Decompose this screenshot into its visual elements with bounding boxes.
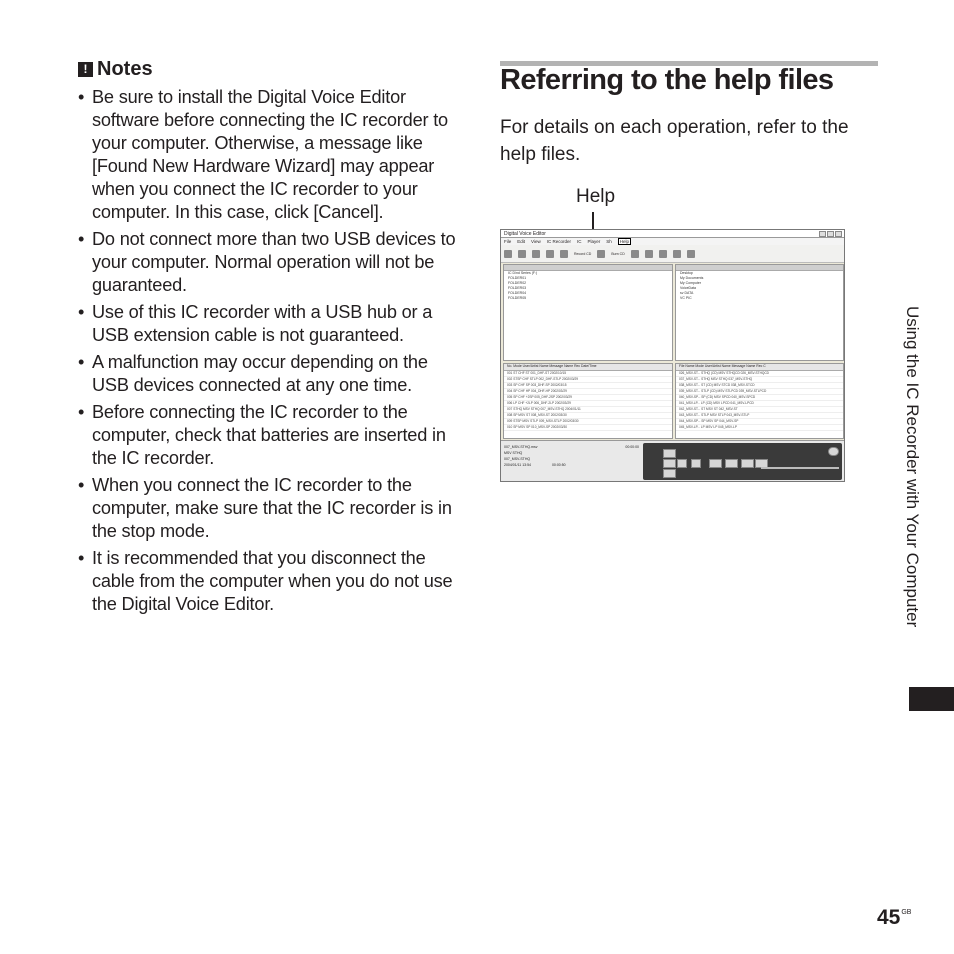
- table-row[interactable]: 041_MSV-LP... LP (CD) MSV LPCD 041_MSV-LPCD: [676, 401, 843, 407]
- close-icon[interactable]: [835, 231, 842, 237]
- app-screenshot: [500, 229, 845, 482]
- noise-cut-button[interactable]: [725, 459, 738, 468]
- list-header: No. Mode User/Artist Name Message Name Rec Date/Time: [504, 364, 672, 371]
- table-row[interactable]: 008 SP MSV ST 008_MSV-ST 2002/03/30: [504, 413, 672, 419]
- notes-icon: !: [78, 62, 93, 77]
- tree-item[interactable]: Desktop: [680, 271, 693, 275]
- tree-item[interactable]: FOLDER03: [508, 286, 527, 290]
- note-item: • It is recommended that you disconnect the cable from the computer when you do not use the Digital Voice Editor.: [78, 547, 456, 616]
- app-titlebar: [501, 230, 844, 238]
- player-user: MSV STHQ: [504, 451, 523, 455]
- menu-edit[interactable]: Edit: [517, 239, 526, 244]
- app-toolbar: [501, 245, 844, 263]
- page-number-suffix: GB: [901, 909, 912, 916]
- player-time: 00:00:00: [625, 445, 639, 449]
- menu-player[interactable]: Player: [587, 239, 601, 244]
- table-row[interactable]: 004 SP CHF HP 004_DHF-HP 2002/03/29: [504, 389, 672, 395]
- note-item: • A malfunction may occur depending on the USB devices connected at any one time.: [78, 351, 456, 397]
- volume-button[interactable]: [663, 449, 676, 458]
- left-file-list[interactable]: [503, 363, 673, 439]
- table-row[interactable]: 044_MSV-SP... SP MSV SP 044_MSV-SP: [676, 419, 843, 425]
- record-cd-label: Record CD: [574, 251, 592, 256]
- note-item: • Be sure to install the Digital Voice Editor software before connecting the IC recorder to your computer. Otherwise, a message like [Found New Hardware Wizard] may appear when you connect the IC recorder to your computer. In this case, click [Cancel].: [78, 86, 456, 224]
- tree-item[interactable]: FOLDER05: [508, 296, 527, 300]
- tree-item[interactable]: sv DATA: [680, 291, 694, 295]
- burn-cd-icon[interactable]: [597, 250, 605, 258]
- menu-help[interactable]: Help: [619, 239, 630, 244]
- table-row[interactable]: 005 SP CHF +2SP 005_DHF-2SP 2002/03/29: [504, 395, 672, 401]
- list-header: File Name Mode User/Artist Name Message Name Rec C: [676, 364, 843, 371]
- table-row[interactable]: 042_MSV-ST... ST MSV ST 042_MSV-ST: [676, 407, 843, 413]
- help-callout-label: Help: [576, 186, 616, 207]
- note-item: • Do not connect more than two USB devices to your computer. Normal operation will not be guaranteed.: [78, 228, 456, 297]
- burn-cd-label: Burn CD: [611, 251, 625, 256]
- page-number: [877, 906, 911, 930]
- notes-heading: [78, 58, 153, 81]
- toolbar-icon[interactable]: [687, 250, 695, 258]
- menu-file[interactable]: File: [504, 239, 512, 244]
- tree-item[interactable]: IC D/nd Series (F:): [508, 271, 538, 275]
- table-row[interactable]: 037_MSV-ST... STHQ MSV STHQ 037_MSV-STHQ: [676, 377, 843, 383]
- toolbar-icon[interactable]: [518, 250, 526, 258]
- player-controls: [643, 443, 842, 480]
- toolbar-icon[interactable]: [645, 250, 653, 258]
- notes-list: [78, 86, 456, 620]
- left-tree-pane[interactable]: [503, 264, 673, 361]
- rewind-button[interactable]: [663, 459, 676, 468]
- tree-item[interactable]: VC PIC: [680, 296, 692, 300]
- note-item: • When you connect the IC recorder to the computer, make sure that the IC recorder is in the stop mode.: [78, 474, 456, 543]
- app-menubar: [501, 238, 844, 245]
- prev-button[interactable]: [663, 469, 676, 478]
- section-title: Referring to the help files: [500, 64, 834, 96]
- speed-button[interactable]: [709, 459, 722, 468]
- table-row[interactable]: 038_MSV-ST... ST (CD) MSV STCD 038_MSV-STCD: [676, 383, 843, 389]
- notes-heading-text: Notes: [97, 58, 153, 80]
- player-date: 2004/01/11 13:54: [504, 463, 531, 467]
- right-tree-pane[interactable]: [675, 264, 844, 361]
- table-row[interactable]: 001 ST CHF ST 001_DHF-ST 2002/10/15: [504, 371, 672, 377]
- record-cd-icon[interactable]: [560, 250, 568, 258]
- play-button[interactable]: [691, 459, 701, 468]
- table-row[interactable]: 006 LP CHF +2LP 006_DHF-2LP 2002/03/29: [504, 401, 672, 407]
- app-title: Digital Voice Editor: [504, 231, 546, 237]
- chapter-tab: [909, 687, 954, 711]
- position-slider[interactable]: [761, 467, 839, 469]
- page-number-value: 45: [877, 906, 901, 929]
- player-bar: [501, 440, 844, 482]
- tree-item[interactable]: VoiceData: [680, 286, 696, 290]
- table-row[interactable]: 002 STSP CHF STLP 002_DHF-STLP 2002/03/29: [504, 377, 672, 383]
- table-row[interactable]: 003 SP CHF SP 003_DHF-SP 2002/03/15: [504, 383, 672, 389]
- tree-item[interactable]: My Computer: [680, 281, 702, 285]
- menu-view[interactable]: View: [531, 239, 541, 244]
- tree-item[interactable]: FOLDER02: [508, 281, 527, 285]
- stop-button[interactable]: [677, 459, 687, 468]
- menu-ic[interactable]: IC: [576, 239, 582, 244]
- player-length: 00:00:50: [551, 463, 566, 467]
- minimize-icon[interactable]: [819, 231, 826, 237]
- table-row[interactable]: 010 SP MSV SP 010_MSV-SP 2002/03/30: [504, 425, 672, 431]
- toolbar-icon[interactable]: [673, 250, 681, 258]
- fast-forward-button[interactable]: [741, 459, 754, 468]
- table-row[interactable]: 043_MSV-ST... STLP MSV STLP 043_MSV-STLP: [676, 413, 843, 419]
- player-info: [504, 444, 639, 468]
- tree-item[interactable]: FOLDER04: [508, 291, 527, 295]
- table-row[interactable]: 026_MSV-ST... STHQ (CD) MSV STHQCD 026_MSV-STHQCD: [676, 371, 843, 377]
- tree-item[interactable]: My Documents: [680, 276, 704, 280]
- chapter-side-text: Using the IC Recorder with Your Computer: [903, 306, 922, 628]
- help-round-button[interactable]: [828, 447, 839, 456]
- right-file-list[interactable]: [675, 363, 844, 439]
- table-row[interactable]: 040_MSV-SP... SP (CD) MSV SPCD 040_MSV-SPCD: [676, 395, 843, 401]
- table-row[interactable]: 007 STHQ MSV STHQ 007_MSV-STHQ 2004/01/11: [504, 407, 672, 413]
- toolbar-icon[interactable]: [504, 250, 512, 258]
- table-row[interactable]: 009 STSP MSV STLP 009_MSV-STLP 2002/03/30: [504, 419, 672, 425]
- tree-item[interactable]: FOLDER01: [508, 276, 527, 280]
- chapter-side-title: [894, 306, 934, 676]
- section-intro: For details on each operation, refer to the help files.: [500, 117, 849, 165]
- toolbar-icon[interactable]: [546, 250, 554, 258]
- window-controls: [819, 231, 842, 237]
- maximize-icon[interactable]: [827, 231, 834, 237]
- toolbar-icon[interactable]: [532, 250, 540, 258]
- player-file: 007_MSV-STHQ.msv: [504, 445, 538, 449]
- player-message: 007_MSV-STHQ: [504, 457, 531, 461]
- note-item: • Use of this IC recorder with a USB hub or a USB extension cable is not guaranteed.: [78, 301, 456, 347]
- menu-sh[interactable]: Sh: [606, 239, 612, 244]
- toolbar-icon[interactable]: [659, 250, 667, 258]
- toolbar-icon[interactable]: [631, 250, 639, 258]
- menu-ic-recorder[interactable]: IC Recorder: [546, 239, 571, 244]
- table-row[interactable]: 039_MSV-ST... STLP (CD) MSV STLPCD 039_MSV-STLPCD: [676, 389, 843, 395]
- table-row[interactable]: 045_MSV-LP... LP MSV LP 045_MSV-LP: [676, 425, 843, 431]
- note-item: • Before connecting the IC recorder to the computer, check that batteries are inserted in the IC recorder.: [78, 401, 456, 470]
